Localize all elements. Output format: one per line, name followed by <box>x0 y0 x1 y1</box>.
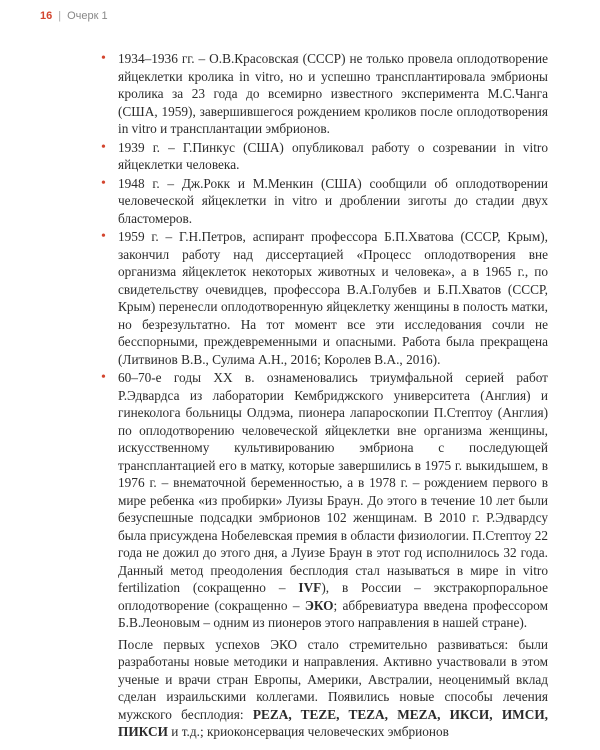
timeline-list <box>118 50 548 632</box>
list-item-text: 60–70-е годы XX в. ознаменовались триумфальной серией работ Р.Эдвардса из лаборатории Кембриджского университета (Англия) и гинеколога больницы Олдэма, пионера лапароскопии П.Стептоу (Англия) по оплодотворению человеческой яйцеклетки вне организма женщины, искусственному культивированию эмбриона с последующей трансплантацией его в матку, которые завершились в 1975 г. выкидышем, в 1976 г. – внематочной беременностью, а в 1978 г. – рождением первого в мире ребенка «из пробирки» Луизы Браун. До этого в течение 10 лет были безуспешные подсадки эмбрионов 102 женщинам. В 2010 г. Р.Эдвардсу была присуждена Нобелевская премия в области физиологии. П.Стептоу 22 года не дожил до этого дня, а Луизе Браун в этот год исполнилось 32 года. Данный метод преодоления бесплодия стал называться в мире in vitro fertilization (сокращенно – <box>118 370 548 595</box>
list-item-text: 1934–1936 гг. – О.В.Красовская (СССР) не только провела оплодотворение яйцеклетки кролика in vitro, но и успешно трансплантировала эмбрионы кролика за 23 года до всемирно известного эксперимента М.С.Чанга (США, 1959), завершившегося рождением кроликов после оплодотворения in vitro и трансплантации эмбрионов. <box>118 51 548 136</box>
list-item <box>118 139 548 174</box>
eco-abbreviation: ЭКО <box>304 597 334 613</box>
list-item-text: ), в России – экстракорпоральное оплодотворение (сокращенно – <box>118 580 549 613</box>
header-separator: | <box>58 10 62 22</box>
method-terms: PEZA, TEZE, TEZA, MEZA, ИКСИ, ИМСИ, ПИКСИ <box>118 706 548 739</box>
list-item-text: 1948 г. – Дж.Рокк и М.Менкин (США) сообщили об оплодотворении человеческой яйцеклетки in vitro и дроблении зиготы до стадии двух бластомеров. <box>118 175 548 226</box>
list-item <box>118 175 548 228</box>
list-item <box>118 50 548 138</box>
paragraph-text: и т.д.; криоконсервация человеческих эмбрионов <box>167 724 449 739</box>
page-body <box>118 50 548 741</box>
body-paragraph <box>118 636 548 741</box>
ivf-abbreviation: IVF <box>298 580 322 595</box>
list-item <box>118 369 548 632</box>
list-item-text: ; аббревиатура введена профессором Б.В.Леоновым – одним из пионеров этого направления в нашей стране). <box>118 597 548 630</box>
page-number: 16 <box>40 10 53 22</box>
paragraph-text: После первых успехов ЭКО стало стремительно развиваться: были разработаны новые методики и направления. Активно участвовали в этом ученые и врачи стран Европы, Америки, Австралии, неоценимый вклад сделан израильскими коллегами. Появились новые способы лечения мужского бесплодия: <box>118 636 548 722</box>
chapter-title: Очерк 1 <box>67 10 108 22</box>
list-item <box>118 228 548 368</box>
list-item-text: 1939 г. – Г.Пинкус (США) опубликовал работу о созревании in vitro яйцеклетки человека. <box>118 139 548 172</box>
list-item-text: 1959 г. – Г.Н.Петров, аспирант профессора Б.П.Хватова (СССР, Крым), закончил работу над диссертацией «Процесс оплодотворения вне организма яйцеклеток некоторых животных и человека», а в 1965 г., по свидетельству очевидцев, профессора В.А.Голубев и Б.П.Хватов (СССР, Крым) перенесли оплодотворенную яйцеклетку женщины в полость матки, но безрезультатно. На тот момент все эти исследования сочли не бесспорными, преждевременными и опасными. Работа была прекращена (Литвинов В.В., Сулима А.Н., 2016; Королев В.А., 2016). <box>118 229 548 367</box>
page-header <box>40 10 108 22</box>
